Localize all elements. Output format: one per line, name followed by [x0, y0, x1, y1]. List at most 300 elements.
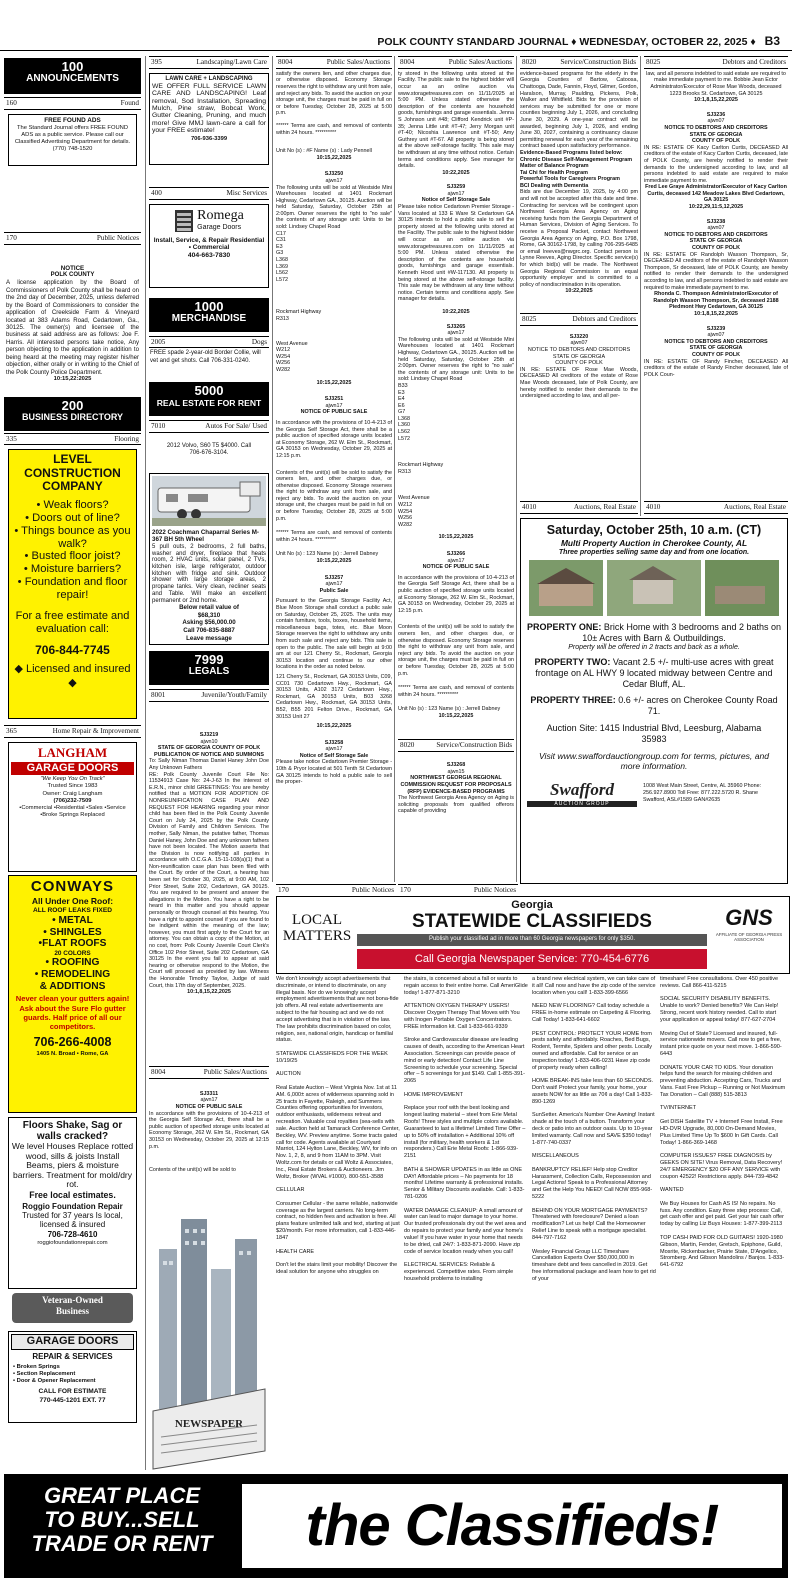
level-ad-footer: ◆ Licensed and insured ◆ — [14, 663, 131, 689]
category-header — [4, 433, 141, 446]
floors-ad-tag: Free local estimates. — [29, 1189, 116, 1200]
notice-date: 10:22,29,11:5,12,2025 — [688, 204, 744, 211]
property-three-text: 0.6 +/- acres on Cherokee County Road 71. — [618, 695, 778, 716]
coachman-price-label: Below retail value of — [179, 604, 239, 612]
found-ads-box — [8, 114, 137, 166]
category-number: 8001 — [151, 691, 166, 700]
statewide-column-1: We don't knowingly accept advertisements that discriminate, or intend to discriminate, on any illegal basis. Nor do we knowingly accept employment advertisements that are not bona-fide job offers. All real estate advertisements are subject to the fair housing act and we do not accept advertising that is in violation of the law. The law prohibits discrimination based on color, religion, sex, national origin, handicap or familial status. STATEWIDE CLASSIFIEDS FOR THE WEEK 10/19/25 AUCTION Real Estate Auction – West Virginia Nov. 1st at 11 AM. 6,000± acres of wilderness spanning sold in 25 tracts in Fayette, Raleigh, and Summers Counties offering opportunities for investors, outdoor enthusiasts, wilderness retreat and recreation. Valuable coal royalties (sea-sells with sale. Auction held at Tamarack Conference Center, Beckley, WV. Preview anytime. Some tracts gated call for code. Agents available at Courtyard Marriot, 124 Hylton Lane, Beckley, WV, for info on Nov. 1, 2, 8, and 9 from 11AM to 3PM. Visit Woltz.com for details or call Woltz & Associates, Inc., Real Estate Brokers & Auctioneers. Jim Woltz, Broker (WVAL #1000). 800-551-3588 CELLULAR Consumer Cellular - the same reliable, nationwide coverage as the largest carriers. No long-term contract, no hidden fees and activation is free. All plans feature unlimited talk and text, starting at just $20/month. For more information, call 1-833-446-1847 HEALTH CARE Don't let the stairs limit your mobility! Discover the ideal solution for anyone who struggles on — [276, 976, 400, 1275]
category-number: 8020 — [400, 741, 415, 750]
category-label: Debtors and Creditors — [722, 58, 786, 66]
category-label: Found — [120, 99, 139, 107]
property-three-label: PROPERTY THREE: — [530, 695, 616, 705]
notice-body: Please take notice Cedartown Premier Storage - 10th & Pryor located at 501 Tenth St Cedartown GA 30125 intends to hold a public sale to sell the proper- — [276, 759, 392, 786]
list-item: • SHINGLES — [43, 926, 102, 938]
notice-date: 10:15,22:2025 — [53, 375, 92, 382]
level-ad-phone: 706-844-7745 — [35, 642, 110, 657]
section-number: 200 — [61, 397, 84, 413]
notice-date: 10:1,8,15,22,2025 — [694, 97, 738, 104]
found-ads-body: The Standard Journal offers FREE FOUND ADS as a public service. Please call our Classified Advertising Department for details. (770) 748-1520 — [14, 124, 131, 152]
category-number: 8025 — [646, 58, 661, 66]
notice-unit: Unit No (s) : 123 Name (s) : Jerrell Dabney — [276, 551, 379, 558]
category-label: Public Sales/Auctions — [203, 1068, 267, 1076]
notice-signature: Rhonda C. Thompson Administrator/Executor of Randolph Wasson Thompson, Sr, deceased 2188 Piedmont Hwy Cedartown, GA 30125 — [653, 291, 779, 311]
sj3257-notice — [276, 575, 392, 730]
category-header — [149, 689, 269, 702]
road-name: Rockmart Highway — [398, 462, 444, 469]
section-announcements — [4, 58, 141, 94]
section-number: 7999 — [194, 652, 224, 668]
level-construction-ad — [8, 449, 137, 719]
list-item: • Doors out of line? — [25, 511, 120, 524]
notice-sub: ajwn17 — [325, 402, 343, 409]
auction-footer — [521, 780, 787, 807]
footer-left — [12, 1484, 232, 1557]
category-number: 160 — [6, 99, 17, 107]
unit-item: C31 — [276, 237, 286, 244]
notice-date: 10:15,22,2025 — [438, 534, 474, 541]
coachman-msg: Leave message — [186, 634, 232, 642]
list-item: & ADDITIONS — [39, 980, 106, 992]
category-number: 8020 — [522, 58, 537, 66]
notice-unit: Unit No (s) : #F Name (s) : Lady Pennell — [276, 148, 372, 155]
notice-continued: satisfy the owners lien, and other charges due, or otherwise disposed. Economy Storage reserves the right to withdraw any unit from sale, and reject any bids. To avoid the auction on your storage unit, the charges must be paid in full on or before Tuesday, October 28, 2025 at 5:00 p.m. — [276, 70, 392, 117]
conways-line2: ALL ROOF LEAKS FIXED — [32, 906, 112, 914]
notice-state: STATE OF GEORGIA — [689, 345, 743, 352]
notice-sub: ajwn17 — [447, 330, 465, 337]
langham-ad — [8, 742, 137, 872]
column-rule — [640, 56, 641, 516]
langham-phone: (706)232-7509 — [53, 797, 92, 804]
property-two — [521, 657, 787, 690]
notice-body: Pursuant to the Georgia Storage Facility Act, Blue Moon Storage shall conduct a public sale on Saturday, October 25, 2025. The units may contain furniture, tools, boxes, household items, miscellaneous bags, totes, etc. Blue Moon Storage reserves the right to withdraw any units from such sale and reject any bids. This sale is open to the public. The sale will begin at 9:00 am at our 121 Cherry St., Rockmart, Georgia 30153 location and continue to our other locations in the order as noted below. — [276, 598, 392, 671]
notice-title: NOTICE — [60, 264, 85, 272]
sj3259-notice — [398, 184, 514, 315]
notice-id: SJ3257 — [324, 574, 344, 581]
veteran-owned-badge — [12, 1293, 133, 1323]
lawn-care-ad — [149, 73, 269, 165]
veteran-line1: Veteran-Owned — [42, 1295, 103, 1306]
notice-title: NOTICE TO DEBTORS AND CREDITORS — [664, 124, 768, 131]
notice-id: SJ3219 — [199, 732, 219, 738]
category-header — [149, 187, 269, 200]
auction-subtitle: Multi Property Auction in Cherokee County, AL — [560, 538, 748, 549]
gns-tagline: Publish your classified ad in more than 60 Georgia newspapers for only $350. — [357, 934, 707, 945]
sj3265-notice — [398, 324, 514, 541]
level-ad-title: LEVEL CONSTRUCTION COMPANY — [24, 452, 121, 493]
unit-item: G3 — [276, 250, 284, 257]
column-rule — [394, 56, 395, 882]
category-label: Public Sales/Auctions — [448, 58, 512, 66]
category-label: Public Sales/Auctions — [326, 58, 390, 66]
coachman-title: 2022 Coachman Chaparral Series M-367 BH 5th Wheel — [152, 528, 259, 544]
category-header — [276, 884, 396, 897]
notice-title: NOTICE OF PUBLIC SALE — [422, 564, 490, 571]
coachman-asking: Asking $56,000.00 — [182, 619, 236, 627]
notice-continued: evidence-based programs for the elderly in the Georgia Counties of Bartow, Catoosa, Chattooga, Dade, Fannin, Floyd, Gilmer, Gordon, Haralson, Murray, Paulding, Pickens, Polk, Walker and Whitfield. Bids for the provision of services may be submitted for one or more counties beginning July 1, 2026, and concluding June 30, 2029. A one-year contract will be awarded, beginning July 1, 2026, and ending June 30, 2027, containing a continuancy clause permitting renewal for each year of the remaining contract based upon satisfactory performance. — [520, 70, 638, 150]
sj3239-notice — [644, 326, 788, 379]
summons-to: To: Sally Niman Thomas Daniel Haney John Doe Any Unknown Fathers — [149, 758, 269, 771]
notice-continued: ty stored in the following units stored at the Facility. The public sale to the highest bidder will occur as an online auction via www.storagetreasures.com on 11/11/2025 at 5:00 PM. Unless stated otherwise the description of the contents are household goods, furnishings and garage essentials. Jenna S Johnson unit #48; Clifford Kendrick unit #P-35; Jenna Little unit #T-47; Jerry Morgan unit #T-40; Nicoshia Lawrence unit #T-50; Amy Guthrey unit #T-67. All property is being stored at the above self-storage facility. This sale may be withdrawn at any time without notice. Certain terms and conditions apply. See manager for details. — [398, 70, 514, 170]
langham-name: LANGHAM — [37, 745, 108, 761]
section-label: BUSINESS DIRECTORY — [21, 411, 124, 422]
category-header — [4, 97, 141, 110]
floors-ad-web: roggiofoundationrepair.com — [37, 1239, 108, 1246]
section-label: ANNOUNCEMENTS — [26, 73, 119, 85]
garage-doors-ad — [8, 1331, 137, 1423]
category-number: 365 — [6, 727, 17, 736]
section-legals — [149, 651, 269, 685]
newspaper-name: POLK COUNTY STANDARD JOURNAL — [377, 36, 569, 48]
langham-owner: Owner: Craig Langham — [42, 790, 103, 797]
notice-subtitle: POLK COUNTY — [50, 272, 95, 279]
unit-item: L572 — [398, 435, 410, 442]
column-6 — [644, 56, 788, 516]
romega-logo — [152, 207, 266, 233]
unit-item: L369 — [276, 263, 288, 270]
notice-unit: Unit No (s) : 123 Name (s) : Jerrell Dabney — [398, 706, 501, 713]
unit-item: L562 — [398, 429, 410, 436]
notice-body: Contents of the unit(s) will be sold to satisfy the owners lien, and other charges due, or otherwise disposed. Economy Storage reserves the right to withdraw any unit from sale, and reject any bids. To avoid the auction on your storage unit, the charges must be paid in full on or before Tuesday, October 28, 2025 at 5:00 p.m. — [398, 624, 514, 677]
notice-sub: ajwn10 — [200, 738, 218, 745]
category-header — [149, 1066, 269, 1079]
notice-sub: ajwn07 — [707, 225, 725, 232]
notice-state: STATE OF GEORGIA — [689, 238, 743, 245]
unit-item: W212 — [398, 502, 413, 509]
property-one-text: Brick Home with 3 bedrooms and 2 baths on 10± Acres with Barn & Outbuildings. — [582, 621, 781, 643]
masthead-title — [377, 34, 780, 49]
category-header — [149, 420, 269, 433]
notice-sub: ajwn17 — [325, 581, 343, 588]
notice-county: COUNTY OF POLK — [555, 360, 603, 367]
langham-since: Trusted Since 1983 — [47, 783, 98, 790]
services-list: Chronic Disease Self-Management Program Matter of Balance Program Tai Chi for Health Program Powerful Tools for Caregivers Program BCI Dealing with Dementia — [520, 156, 633, 189]
property-three — [521, 695, 787, 717]
list-item: • Door & Opener Replacement — [13, 1378, 96, 1385]
section-label: LEGALS — [188, 666, 230, 678]
category-label: Juvenile/Youth/Family — [201, 691, 267, 700]
unit-item: W256 — [398, 515, 413, 522]
notice-id: SJ3311 — [199, 1090, 219, 1097]
conways-list — [11, 915, 134, 993]
auction-subtitle2: Three properties selling same day and from one location. — [558, 548, 750, 556]
notice-body: The Northwest Georgia Area Agency on Aging is soliciting proposals from qualified offerors capable of providing — [398, 795, 514, 815]
veteran-line2: Business — [55, 1306, 90, 1317]
found-ads-title: FREE FOUND ADS — [44, 116, 101, 124]
category-label: Dogs — [251, 337, 267, 346]
category-label: Landscaping/Lawn Care — [196, 58, 267, 66]
notice-id: SJ3259 — [446, 184, 466, 191]
conways-ad — [8, 875, 137, 1113]
category-number: 400 — [151, 188, 162, 197]
notice-title: NOTICE TO DEBTORS AND CREDITORS — [527, 346, 631, 353]
list-item: •FLAT ROOFS — [38, 938, 107, 950]
property-one-label: PROPERTY ONE: — [527, 621, 602, 632]
unit-item: W254 — [398, 508, 413, 515]
list-item: • ROOFING — [45, 957, 100, 969]
auction-visit[interactable]: Visit www.swaffordauctiongroup.com for terms, pictures, and more information. — [538, 750, 770, 772]
notice-body: IN RE: ESTATE OF Rose Mae Woods, DECEASED All creditors of the estate of Rose Mae Woods deceased, late of Polk County, are hereby notified to render their demands to the undersigned according to law, and all per- — [520, 366, 638, 400]
garage-phone: 770-445-1201 EXT. 77 — [39, 1396, 106, 1404]
roggio-floors-ad — [8, 1117, 137, 1289]
gns-georgia: Georgia — [511, 899, 553, 911]
unit-item: L368 — [398, 415, 410, 422]
romega-name: Romega — [197, 207, 244, 223]
category-label: Misc Services — [226, 188, 267, 197]
notice-sub: ajwn17 — [447, 557, 465, 564]
notice-continued: law, and all persons indebted to said estate are required to make immediate payment to me. Bobbie Jean Ector Administrator/Executor of Rose Mae Woods, deceased 1223 Brooks St. Cedartown, GA 30125 — [646, 70, 786, 97]
category-header — [149, 336, 269, 349]
auction-contact: 1008 West Main Street, Centre, AL 35960 Phone: 256.927.8900 Toll Free: 877.222.5720 R. Shane Swafford, ASL#1589 GAN#2635 — [643, 783, 762, 803]
category-label: Flooring — [114, 434, 139, 443]
langham-services: •Commercial •Residential •Sales •Service •Broke Springs Replaced — [19, 804, 126, 818]
category-header — [398, 56, 514, 69]
auction-site: Auction Site: 1415 Industrial Blvd, Leesburg, Alabama 35983 — [546, 722, 762, 744]
conways-pitch: Never clean your gutters again! Ask about the Sure Flo gutter guards. Half price of all our competitors. — [15, 994, 130, 1032]
sj3251-notice — [276, 396, 392, 564]
unit-item: L572 — [276, 276, 288, 283]
notice-title: NOTICE TO DEBTORS AND CREDITORS — [664, 231, 768, 238]
column-1 — [4, 58, 141, 1470]
notice-date: 10:15,22,2025 — [316, 723, 352, 730]
floors-ad-phone: 706-728-4610 — [47, 1229, 98, 1239]
footer-right: the Classifieds! — [242, 1484, 782, 1568]
list-item: • Broken Springs — [13, 1364, 60, 1371]
unit-item: W282 — [276, 366, 291, 373]
page-number: B3 — [764, 34, 780, 48]
footer-line2: TO BUY...SELL — [44, 1507, 200, 1533]
category-label: Public Notices — [473, 886, 516, 894]
list-item: • Busted floor joist? — [24, 550, 121, 563]
issue-date: WEDNESDAY, OCTOBER 22, 2025 — [579, 36, 748, 48]
newspaper-city-illustration — [149, 1179, 269, 1470]
gns-call: Call Georgia Newspaper Service: 770-454-6776 — [357, 949, 707, 969]
list-item: • Things bounce as you walk? — [14, 524, 131, 550]
notice-sub: ajwn17 — [200, 1097, 218, 1104]
notice-date: 10:22,2025 — [442, 169, 470, 176]
romega-ad — [149, 204, 269, 288]
sj3266-notice — [398, 551, 514, 719]
romega-line: Install, Service, & Repair Residential • Commercial — [153, 236, 265, 252]
category-number: 395 — [151, 58, 162, 66]
property-one-note: Property will be offered in 2 tracts and back as a whole. — [568, 643, 740, 651]
list-item: • METAL — [52, 914, 93, 926]
gns-statewide: STATEWIDE CLASSIFIEDS — [412, 911, 652, 933]
notice-continued: Contents of the unit(s) will be sold to — [149, 1166, 236, 1173]
lawn-ad-body: WE OFFER FULL SERVICE LAWN CARE AND LANDSCAPING! Leaf removal, Sod Installation, Spreading Mulch, Pine straw, Bobcat Work, Gutter Cleaning, Pruning, and much more! Give MMJ lawn-care a call for your FREE estimate! — [152, 83, 266, 135]
dogs-listing: FREE spade 2-year-old Border Collie, will vet and get shots. Call 706-331-0240. — [150, 350, 261, 364]
notice-date: 10:15,22,2025 — [316, 379, 352, 386]
separator: ♦ — [571, 36, 577, 48]
section-number: 100 — [61, 59, 84, 74]
notice-body: In accordance with the provisions of 10-4-213 of the Georgia Self Storage Act, there shall be a public auction of specified storage units located at Economy Storage, 262 W. Elm St., Rockmart, GA 30153 on Wednesday, October 29, 2025 at 12:15 p.m. — [398, 574, 514, 614]
langham-name2: GARAGE DOORS — [11, 762, 134, 775]
gns-logo-text: GNS — [725, 905, 773, 930]
column-3 — [276, 56, 392, 882]
sj3238-notice — [644, 219, 788, 318]
column-4 — [398, 56, 514, 866]
coachman-price: $68,310 — [197, 611, 221, 619]
garage-name: GARAGE DOORS — [11, 1334, 134, 1349]
category-header — [4, 232, 141, 245]
category-label: Autos For Sale/ Used — [205, 422, 267, 431]
category-header — [520, 501, 638, 514]
notice-date: 10:15,22,2025 — [438, 712, 474, 719]
unit-item: W256 — [276, 360, 291, 367]
gns-logo — [713, 905, 785, 943]
statewide-column-3: a brand new electrical system, we can take care of it all! Call now and have the zip code of the service location when you call! 1-833-399-6566 NEED NEW FLOORING? Call today schedule a FREE in-home estimate on Carpeting & Flooring. Call Today! 1-833-641-6602 PEST CONTROL: PROTECT YOUR HOME from pests safely and affordably. Roaches, Bed Bugs, Rodent, Termite, Spiders and other pests. Locally owned and affordable. Call for service or an inspection today! 1-833-406-0231 Have zip code of property ready when calling! HOME BREAK-INS take less than 60 SECONDS. Don't wait! Protect your family, your home, your assets NOW for as little as 70¢ a day! Call 1-833-890-1269 SunSetter. America's Number One Awning! Instant shade at the touch of a button. Transform your deck or patio into an outdoor oasis. Up to 10-year limited warranty. Call now and SAVE $350 today! 1-877-740-0337 MISCELLANEOUS BANKRUPTCY RELIEF! Help stop Creditor Harassment, Collection Calls, Repossession and Legal Actions! Speak to a Professional Attorney and Get the Help You NEED! Call NOW 855-968-5222 BEHIND ON YOUR MORTGAGE PAYMENTS? Threatened with foreclosure? Denied a loan modification? Let us help! Call the Homeowner Relief Line to speak with a mortgage specialist. 844-797-7162 Wesley Financial Group LLC Timeshare Cancellation Experts Over $50,000,000 in timeshare debt and fees cancelled in 2019. Get free informational package and learn how to get rid of your — [532, 976, 656, 1282]
unit-item: B33 — [398, 382, 408, 389]
gns-logo-sub: AFFILIATE OF GEORGIA PRESS ASSOCIATION — [715, 931, 783, 943]
level-ad-offer: For a free estimate and evaluation call: — [15, 609, 130, 636]
category-number: 4010 — [522, 503, 537, 511]
category-number: 8004 — [151, 1068, 166, 1076]
gns-banner — [276, 896, 790, 974]
notice-body: Contents of the unit(s) will be sold to satisfy the owners lien, and other charges due, or otherwise disposed. Economy Storage reserves the right to withdraw any unit from sale, and reject any bids. To avoid the auction on your storage unit, the charges must be paid in full on or before Tuesday, October 28, 2025 at 5:00 p.m. — [276, 469, 392, 522]
notice-terms: ****** Terms are cash, and removal of contents within 24 hours. ********** — [276, 530, 392, 543]
category-number: 335 — [6, 434, 17, 443]
sj3220-notice — [520, 334, 638, 400]
list-item: • Section Replacement — [13, 1371, 76, 1378]
column-2-lower — [149, 732, 269, 1470]
section-number: 1000 — [194, 298, 224, 314]
notice-date: 10:15,22,2025 — [316, 558, 352, 565]
notice-date: 10:1,8,15,22,2025 — [187, 989, 231, 996]
garage-door-icon — [174, 207, 194, 233]
conways-phone: 706-266-4008 — [33, 1035, 112, 1050]
coachman-ad — [149, 473, 269, 645]
notice-terms: ****** Terms are cash, and removal of contents within 24 hours. ********** — [276, 122, 392, 136]
summons-notice — [149, 732, 269, 1062]
notice-title: STATE OF GEORGIA COUNTY OF POLK PUBLICATION OF NOTICE AND SUMMONS — [154, 745, 264, 758]
category-number: 2005 — [151, 337, 166, 346]
notice-sub: ajwn17 — [325, 746, 343, 753]
category-header — [398, 739, 514, 752]
sj3250-notice — [276, 171, 392, 386]
notice-title: NOTICE TO DEBTORS AND CREDITORS — [664, 338, 768, 345]
notice-date: 10:22,2025 — [442, 308, 470, 315]
category-label: Auctions, Real Estate — [723, 503, 786, 511]
unit-item: C17 — [276, 230, 286, 237]
sj3268-notice — [398, 762, 514, 815]
garage-cta: CALL FOR ESTIMATE — [38, 1388, 107, 1396]
garage-sub: REPAIR & SERVICES — [32, 1351, 113, 1361]
unit-item: E6 — [398, 402, 405, 409]
category-number: 8025 — [522, 314, 537, 323]
classifieds-footer-banner — [4, 1474, 788, 1578]
category-label: Public Notices — [96, 233, 139, 242]
notice-polk-county — [4, 265, 141, 397]
category-number: 8004 — [400, 58, 415, 66]
notice-body: The following units will be sold at Westside Mini Warehouses located at 1401 Rockmart Highway, Cedartown GA., 30125. Auction will be held Saturday, Saturday, October 25th at 2:00pm. Owner reserves the right to "no sale" the contents of any storage unit: Units to be sold: Lindsey Chapel Road — [398, 336, 514, 383]
romega-phone: 404-663-7830 — [187, 252, 231, 260]
floors-ad-body: We level Houses Replace rotted wood, sills & joists Install Beams, piers & moisture barriers. Treatment for mold/dry rot. — [11, 1141, 134, 1190]
category-header — [520, 56, 638, 69]
romega-sub: Garage Doors — [197, 223, 242, 231]
notice-title: Notice of Self Storage Sale — [421, 197, 491, 204]
notice-id: SJ3220 — [569, 333, 589, 340]
category-label: Service/Construction Bids — [436, 741, 512, 750]
notice-id: SJ3265 — [446, 323, 466, 330]
notice-locations: 121 Cherry St., Rockmart, GA 30153 Units, C09, CC01 730 Cedartown Hwy., Rockmart, GA 30153 Units, A102 3172 Cedartown Hwy., Rockmart, GA 30153 Units, B03 3268 Cedartown Hwy., Rockmart, GA 30153 Units, B52, B55 201 Felton Drive., Rockmart, GA 30153 Unit 27 — [276, 673, 392, 720]
coachman-phone: Call 706-835-8887 — [183, 627, 235, 634]
category-header — [644, 56, 788, 69]
category-label: Debtors and Creditors — [572, 314, 636, 323]
unit-item: L360 — [398, 422, 410, 429]
notice-body: Bids are due December 19, 2025, by 4:00 pm and will not be accepted after this date and time. Contracting for services will be contingent upon Northwest Georgia Area Agency on Aging receiving funds from the Georgia Department of Human Services, Division of Aging Services. To receive a Proposal Packet, contact Northwest Georgia Area Agency on Aging, P.O. Box 1798, Rome, GA 30162-1798, by calling 706-295-6485 or email lreeves@nwgrc.org. Contact person is Lynne Reeves, Aging Director. Specific service(s) for which bid(s) will be made. The Northwest Georgia Regional Commission is an equal opportunity employer and is committed to a policy of nondiscrimination in its operation. — [520, 189, 638, 288]
notice-county: COUNTY OF POLK — [691, 138, 741, 145]
unit-item: W212 — [276, 347, 291, 354]
notice-signature: Fred Lee Graye Administrator/Executor of Kacy Carlton Curtis, deceased 142 Meadow Lakes Blvd Cedartown, GA 30125 — [645, 184, 787, 204]
notice-county: COUNTY OF POLK — [691, 245, 741, 252]
summons-body: RE: Polk County Juvenile Court File No: 11534913 Case No: 24-J-63 In the interest of E.R.N., minor child GREETINGS: You are hereby notified that a MOTION FOR ADOPTION OF NONREUNIFICATION CASE PLAN AND REQUEST FOR HEARING regarding your minor child has been filed in the Polk County Juvenile Court on July 24, 2025 by the Polk County Division of Family and Children Services. The mother, Sally Niman, the putative father, Thomas Daniel Haney, John Doe and any unknown fathers have not been located. The Motion asserts that the Division is now notifying all parties in accordance with O.C.G.A. 15-11-108(a)(1) that a Non-reunification case plan has been filed with the Court. By order of the Court, a hearing has been set for October 30, 2025, at 9:00 AM, 102 Prior Street, Suite 202, Cedartown, GA 30125. You are required to be present and answer the allegations in the Motion. You have a right to be heard in this matter and you should appear personally or through counsel at this hearing. You have a right to appoint counsel if you are found to be indigent within the meaning of the law; however, you must first apply to the Court for an attorney. You can obtain a copy of the Motion, at no cost, from: Polk County Juvenile Court Clerk's Office 102 Prior Street, Suite 202 Cedartown, GA 30125 In the event you fail to appear at said hearing or otherwise respond to the Motion, the Court will proceed as provided by law. Witness the Honorable Timothy Tayloe, Judge of said Court, this 17th day of September, 2025. — [149, 771, 269, 989]
notice-body: IN RE: ESTATE OF Kacy Carlton Curtis, DECEASED All creditors of the estate of Kacy Carlton Curtis, deceased, late of POLK County, are hereby notified to render their demands to the undersigned according to law, and all persons indebted to said estate are required to make immediate payment to me. — [644, 144, 788, 184]
notice-id: SJ3251 — [324, 396, 344, 403]
separator: ♦ — [750, 36, 756, 48]
coachman-body: 5 pull outs, 2 bedrooms, 2 full baths, washer and dryer, fireplace that heats room, 2 HVAC units, solar panel, 2 TVs, kitchen isle, large refrigerator, outdoor kitchen with fridge and sink. Outdoor shower with large storage areas, 2 propane tanks. Very clean, recliner seats and Table. Will make an excellent permanent or 2nd home. — [152, 543, 266, 604]
statewide-column-4: timeshare! Free consultations. Over 450 positive reviews. Call 866-411-5215 SOCIAL SECURITY DISABILITY BENEFITS. Unable to work? Denied benefits? We Can Help! Strong, recent work history needed. Call to start your application or appeal today! 877-627-2704 Moving Out of State? Licensed and insured, full-service nationwide movers. Call now to get a free, instant price quote on your next move. 1-866-590-6443 DONATE YOUR CAR TO KIDS. Your donation helps fund the search for missing children and preventing abduction. Accepting Cars, Trucks and Vans. Fast Free Pickup – Running or Not Maximum Tax Donation – Call (888) 515-3813 TV/INTERNET Get DISH Satellite TV + Internet! Free Install, Free HD-DVR Upgrade, 80,000 On-Demand Movies, Plus Limited Time Up To $600 In Gift Cards. Call Today! 1-866-369-1468 COMPUTER ISSUES? FREE DIAGNOSIS by GEEKS ON SITE! Virus Removal, Data Recovery! 24/7 EMERGENCY $20 OFF ANY SERVICE with coupon 42522! Restrictions apply. 844-739-4842 WANTED We Buy Houses for Cash AS IS! No repairs. No fuss. Any condition. Easy three step process: Call, get cash offer and get paid. Get your fair cash offer today by calling Liz Buys Houses: 1-877-399-2113 TOP CASH PAID FOR OLD GUITARS! 1920-1980 Gibson, Martin, Fender, Gretsch, Epiphone, Guild, Mosrite, Rickenbacker, Prairie State, D'Angelico, Stromberg. And Gibson Mandolins / Banjos. 1-833-641-6792 — [660, 976, 786, 1269]
category-header — [149, 56, 269, 69]
notice-title: Notice of Self Storage Sale — [299, 752, 369, 759]
masthead — [0, 28, 792, 51]
list-item: 20 COLORS — [54, 949, 91, 957]
notice-body: A license application by the Board of Commissioners of Polk County shall be heard on the 2nd day of December, 2025, unless deferred by the Board of Commissioners to consider the application of Creekside Farm & Vineyard located at 383 Adams Road, Cedartown, Ga., 30125. The owner(s) and licensee of the business at said address are as follows: Joe F. Harris. All interested persons take notice, Any person objecting to the application in addition to being heard at the meeting may register his/her objection, either orally or in writing to the Chief of the Polk County Police Department. — [6, 279, 139, 376]
section-number: 5000 — [194, 383, 224, 399]
logo-subtext: AUCTION GROUP — [527, 801, 637, 807]
matters-text: MATTERS — [282, 927, 352, 944]
swafford-logo — [527, 780, 637, 807]
notice-body: IN RE: ESTATE OF Randolph Wasson Thompson, Sr, DECEASED All creditors of the estate of Randolph Wasson Thompson, Sr deceased, late of POLK County, are hereby notified to render their demands to the undersigned according to law, and all persons indebted to said estate are required to make immediate payment to me. — [644, 251, 788, 291]
category-label: Auctions, Real Estate — [573, 503, 636, 511]
category-header — [520, 313, 638, 326]
section-business-directory — [4, 397, 141, 431]
unit-item: R313 — [276, 316, 289, 322]
category-number: 4010 — [646, 503, 661, 511]
property-two-label: PROPERTY TWO: — [534, 657, 611, 668]
category-number: 170 — [6, 233, 17, 242]
notice-id: SJ3266 — [446, 551, 466, 557]
conways-address: 1405 N. Broad • Rome, GA — [36, 1050, 109, 1057]
unit-item: W282 — [398, 521, 413, 528]
road-name: West Avenue — [276, 340, 308, 347]
notice-county: COUNTY OF POLK — [691, 351, 741, 358]
category-label: Service/Construction Bids — [560, 58, 636, 66]
section-label: MERCHANDISE — [171, 312, 247, 324]
lawn-ad-phone: 706-936-3399 — [190, 136, 228, 143]
road-name: Rockmart Highway — [276, 309, 322, 316]
unit-item: L368 — [276, 257, 288, 264]
property-one — [521, 622, 787, 644]
column-5 — [520, 56, 638, 516]
notice-sub: ajwn07 — [570, 340, 588, 347]
auction-headline: Saturday, October 25th, 10 a.m. (CT) — [546, 523, 762, 537]
unit-item: G7 — [398, 409, 406, 416]
sj3258-notice — [276, 740, 392, 786]
notice-id: SJ3239 — [706, 325, 726, 332]
category-header — [398, 884, 518, 897]
list-item: • REMODELING — [34, 969, 111, 981]
column-rule — [272, 56, 273, 882]
category-number: 8004 — [278, 58, 293, 66]
spacer — [149, 702, 269, 706]
notice-date: 10:1,8,15,22,2025 — [694, 310, 738, 317]
floors-ad-title: Floors Shake, Sag or walls cracked? — [22, 1120, 123, 1143]
category-label: Public Notices — [351, 886, 394, 894]
lawn-ad-title: LAWN CARE + LANDSCAPING — [165, 75, 253, 82]
notice-sub: ajwn17 — [325, 177, 343, 184]
unit-item: L562 — [276, 270, 288, 277]
langham-tag: "We Keep You On Track" — [40, 776, 105, 783]
road-name: West Avenue — [398, 495, 430, 502]
